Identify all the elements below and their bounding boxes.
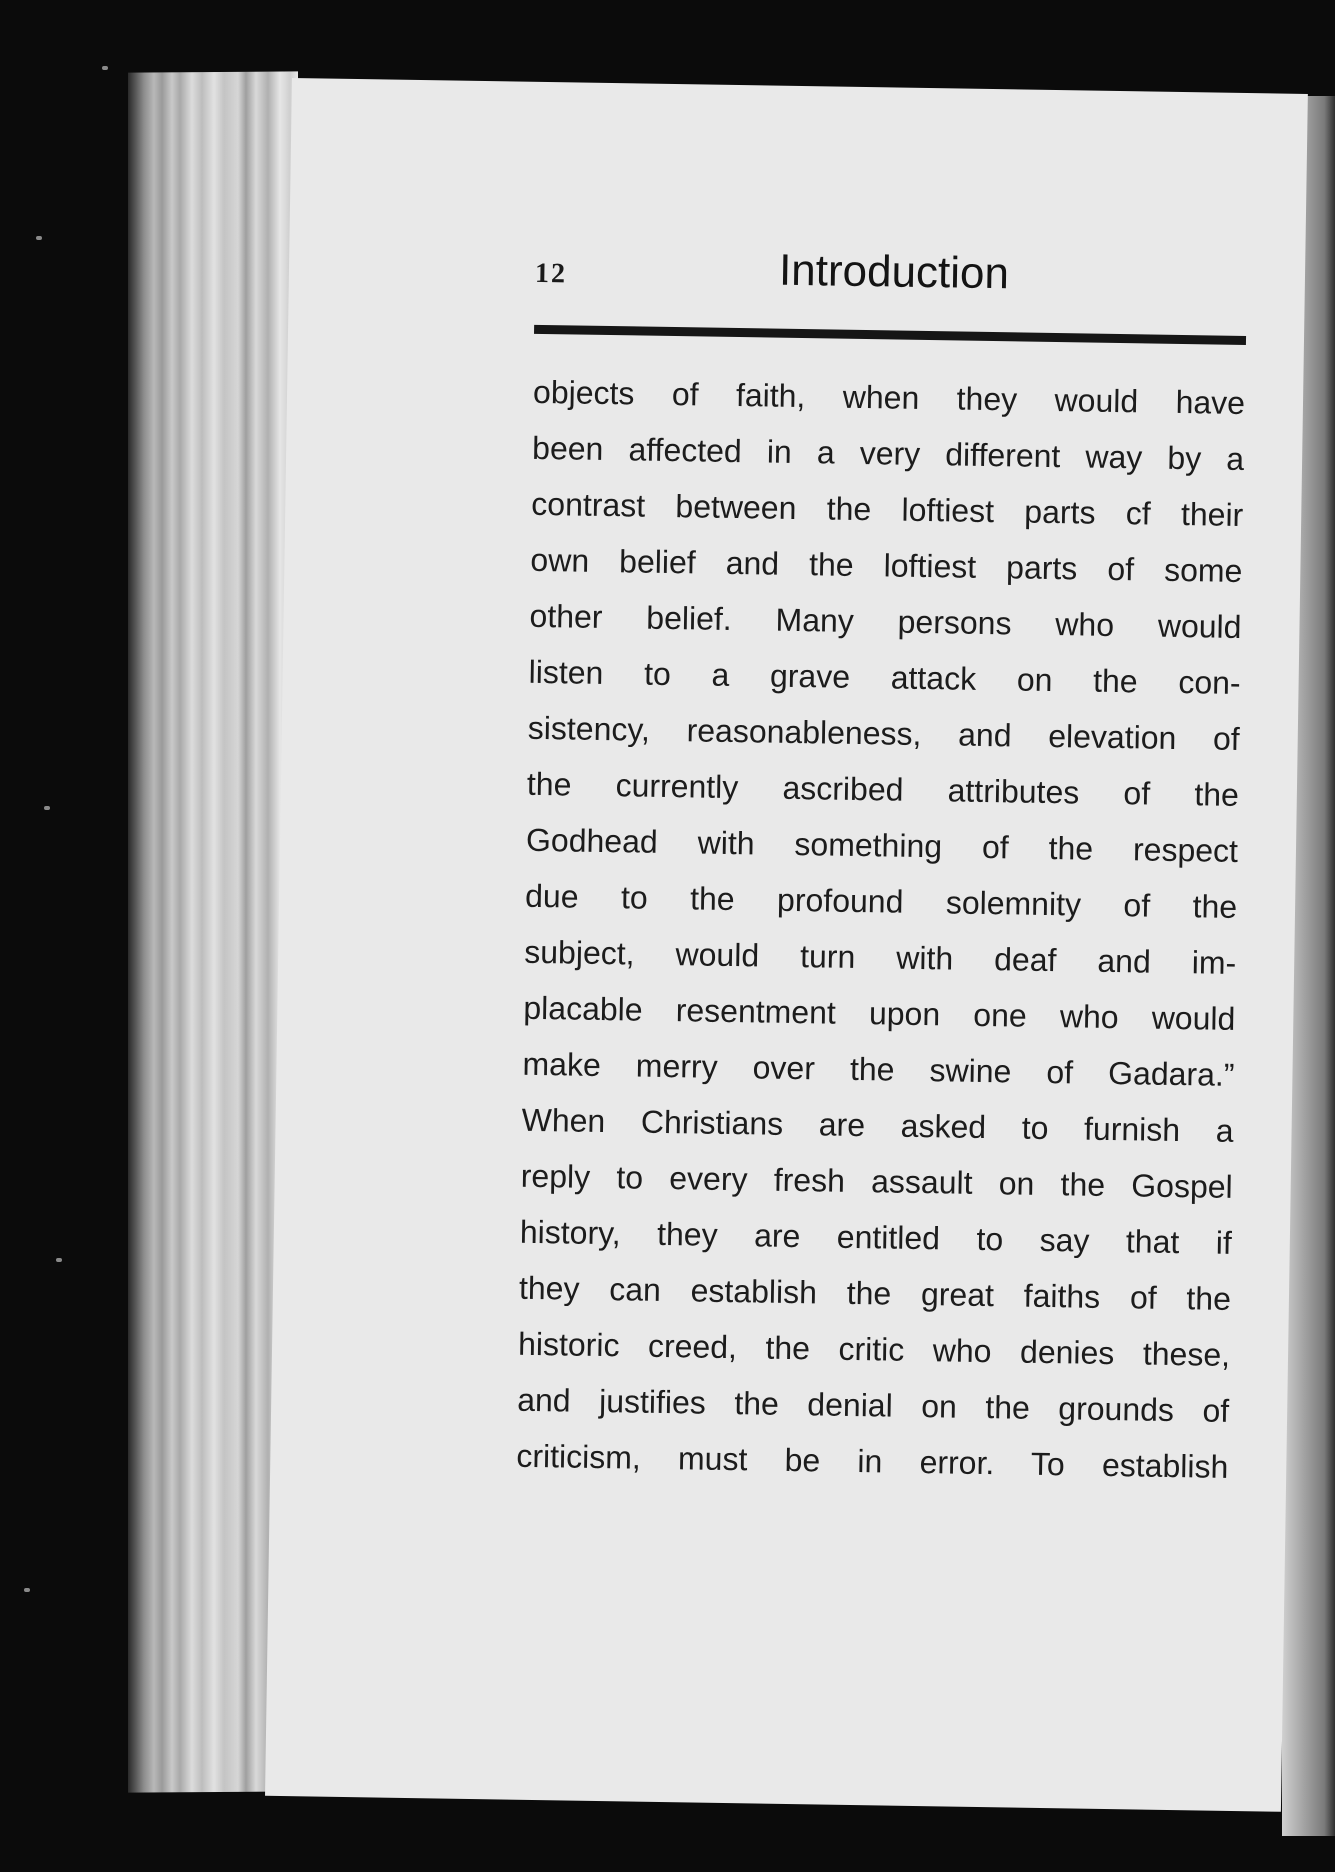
- text-line: historic creed, the critic who denies these,: [517, 1325, 1231, 1373]
- text-line: criticism, must be in error. To establish: [516, 1437, 1229, 1485]
- text-line: make merry over the swine of Gadara.”: [522, 1045, 1235, 1093]
- scan-speck: [24, 1588, 30, 1592]
- book-page: [265, 78, 1308, 1812]
- text-line: contrast between the loftiest parts cf their: [531, 485, 1244, 533]
- running-head: Introduction: [778, 245, 1010, 299]
- scan-speck: [56, 1258, 62, 1262]
- text-line: Godhead with something of the respect: [525, 821, 1239, 869]
- text-line: placable resentment upon one who would: [523, 989, 1236, 1037]
- text-line: own belief and the loftiest parts of some: [530, 541, 1243, 589]
- scan-speck: [44, 806, 50, 810]
- text-line: and justifies the denial on the grounds of: [516, 1381, 1230, 1429]
- text-line: reply to every fresh assault on the Gospel: [520, 1157, 1233, 1205]
- scan-speck: [36, 236, 42, 240]
- text-line: objects of faith, when they would have: [532, 373, 1246, 422]
- body-text: [516, 364, 1246, 1495]
- scan-speck: [102, 66, 108, 70]
- text-line: due to the profound solemnity of the: [524, 877, 1238, 925]
- text-line: been affected in a very different way by a: [531, 429, 1245, 478]
- header-rule: [534, 325, 1246, 345]
- text-line: listen to a grave attack on the con-: [528, 653, 1241, 701]
- text-line: other belief. Many persons who would: [529, 597, 1242, 645]
- text-line: When Christians are asked to furnish a: [521, 1101, 1234, 1149]
- text-line: the currently ascribed attributes of the: [526, 765, 1240, 813]
- page-number: 12: [534, 257, 568, 290]
- text-line: subject, would turn with deaf and im-: [524, 933, 1237, 981]
- text-line: they can establish the great faiths of the: [518, 1269, 1232, 1317]
- text-line: sistency, reasonableness, and elevation of: [527, 709, 1241, 757]
- text-line: history, they are entitled to say that if: [519, 1213, 1233, 1261]
- page-header: [535, 242, 1248, 313]
